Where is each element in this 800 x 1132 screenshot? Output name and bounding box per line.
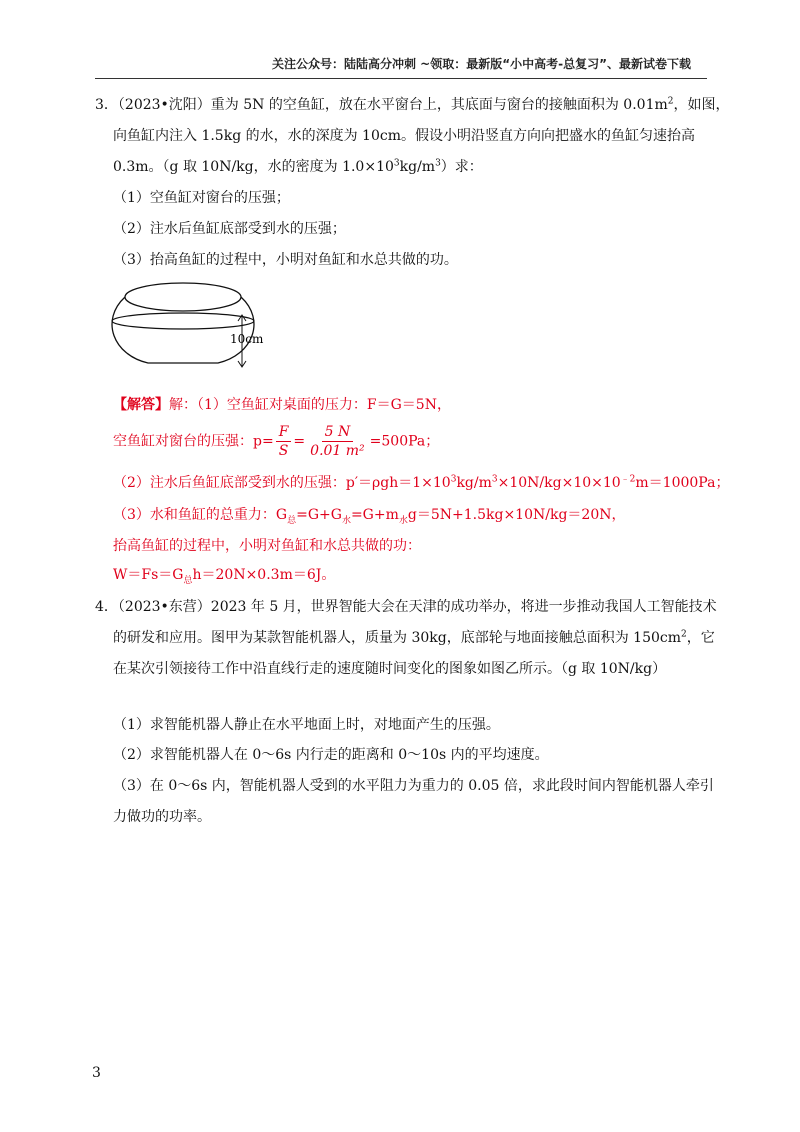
answer3-eq: = [293,433,306,450]
answer3-line4-sub2: 水 [341,515,351,526]
problem3-line1-sup: 2 [667,96,674,107]
answer3-line6-sub: 总 [183,575,193,586]
answer3-line1-text: 解：（1）空鱼缸对桌面的压力：F＝G＝5N， [169,397,451,413]
problem3-line2: 向鱼缸内注入 1.5kg 的水，水的深度为 10cm。假设小明沿竖直方向向把盛水的鱼缸匀速抬高 [113,128,695,144]
answer3-line4 [113,506,625,524]
answer3-line3-sup1: 3 [450,474,457,485]
problem3-line3-sup1: 3 [393,158,400,169]
fraction-values [307,423,368,460]
frac1-numerator: F [276,423,292,442]
page-header: 关注公众号：陆陆高分冲刺 ~领取：最新版“小中高考-总复习”、最新试卷下载 [272,57,691,71]
problem3-line3-a: 0.3m。（g 取 10N/kg，水的密度为 1.0×10 [113,159,394,175]
problem4-question3b: 力做功的功率。 [113,809,211,825]
answer3-line6 [113,566,335,584]
answer3-line2-b: =500Pa； [369,433,440,450]
problem3-question1: （1）空鱼缸对窗台的压强； [113,190,290,206]
answer3-line5: 抬高鱼缸的过程中，小明对鱼缸和水总共做的功： [113,538,421,554]
answer3-line4-d: g＝5N+1.5kg×10N/kg＝20N， [407,507,626,523]
problem3-line1-end: ，如图， [673,97,730,113]
frac2-denominator: 0.01 m² [310,443,365,459]
problem4-line2-b: ，它 [686,630,715,646]
problem3-line1-text: 3．（2023•沈阳）重为 5N 的空鱼缸，放在水平窗台上，其底面与窗台的接触面积为 0.01m [95,97,668,113]
problem3-question3: （3）抬高鱼缸的过程中，小明对鱼缸和水总共做的功。 [113,252,458,268]
fish-tank-figure [108,275,278,370]
problem3-question2: （2）注水后鱼缸底部受到水的压强； [113,221,346,237]
tank-body [112,297,254,363]
answer3-line1 [113,396,451,414]
problem3-line3 [113,158,483,176]
problem4-line3: 在某次引领接待工作中沿直线行走的速度随时间变化的图象如图乙所示。（g 取 10N/kg） [113,661,667,677]
frac1-denominator: S [278,443,289,459]
answer3-line6-b: h＝20N×0.3m＝6J。 [192,567,336,583]
problem4-line2-a: 的研发和应用。图甲为某款智能机器人，质量为 30kg，底部轮与地面接触总面积为 150cm [113,630,681,646]
answer3-line6-a: W＝Fs＝G [113,567,184,583]
answer3-line2 [113,423,439,460]
answer3-line4-b: =G+G [296,507,342,523]
problem3-line3-c: ）求： [440,159,483,175]
answer3-line3 [113,474,729,492]
problem4-line1: 4．（2023•东营）2023 年 5 月，世界智能大会在天津的成功举办，将进一步推动我国人工智能技术 [95,599,717,615]
problem4-line2 [113,629,715,647]
depth-label: 10cm [230,332,264,346]
answer-tag: 【解答】 [113,397,169,413]
problem4-question3a: （3）在 0～6s 内，智能机器人受到的水平阻力为重力的 0.05 倍，求此段时间内智能机器人牵引 [113,778,714,794]
problem3-line3-sup2: 3 [435,158,441,169]
tank-rim [125,283,241,311]
problem3-line1 [95,96,729,114]
page-number: 3 [92,1065,101,1081]
answer3-line4-sub1: 总 [287,515,297,526]
frac2-numerator: 5 N [322,423,354,442]
header-divider [95,78,707,79]
answer3-line3-b: kg/m [456,475,492,491]
problem3-line3-b: kg/m [399,159,436,175]
answer3-line3-a: （2）注水后鱼缸底部受到水的压强：p′＝ρgh＝1×10 [113,475,451,491]
answer3-line4-sub3: 水 [398,515,408,526]
problem4-question2: （2）求智能机器人在 0～6s 内行走的距离和 0～10s 内的平均速度。 [113,747,549,763]
water-surface [112,313,254,329]
answer3-line4-c: =G+m [350,507,399,523]
answer3-line4-a: （3）水和鱼缸的总重力：G [113,507,288,523]
problem4-line2-sup: 2 [681,629,687,640]
answer3-line3-sup2: 3 [491,474,498,485]
answer3-line3-c: ×10N/kg×10×10 [497,475,621,491]
answer3-line2-a: 空鱼缸对窗台的压强：p= [113,433,274,450]
problem4-question1: （1）求智能机器人静止在水平地面上时，对地面产生的压强。 [113,717,500,733]
answer3-line3-sup3: ﹣2 [620,474,636,485]
fraction-f-over-s [276,423,292,460]
answer3-line3-d: m＝1000Pa； [635,475,730,491]
